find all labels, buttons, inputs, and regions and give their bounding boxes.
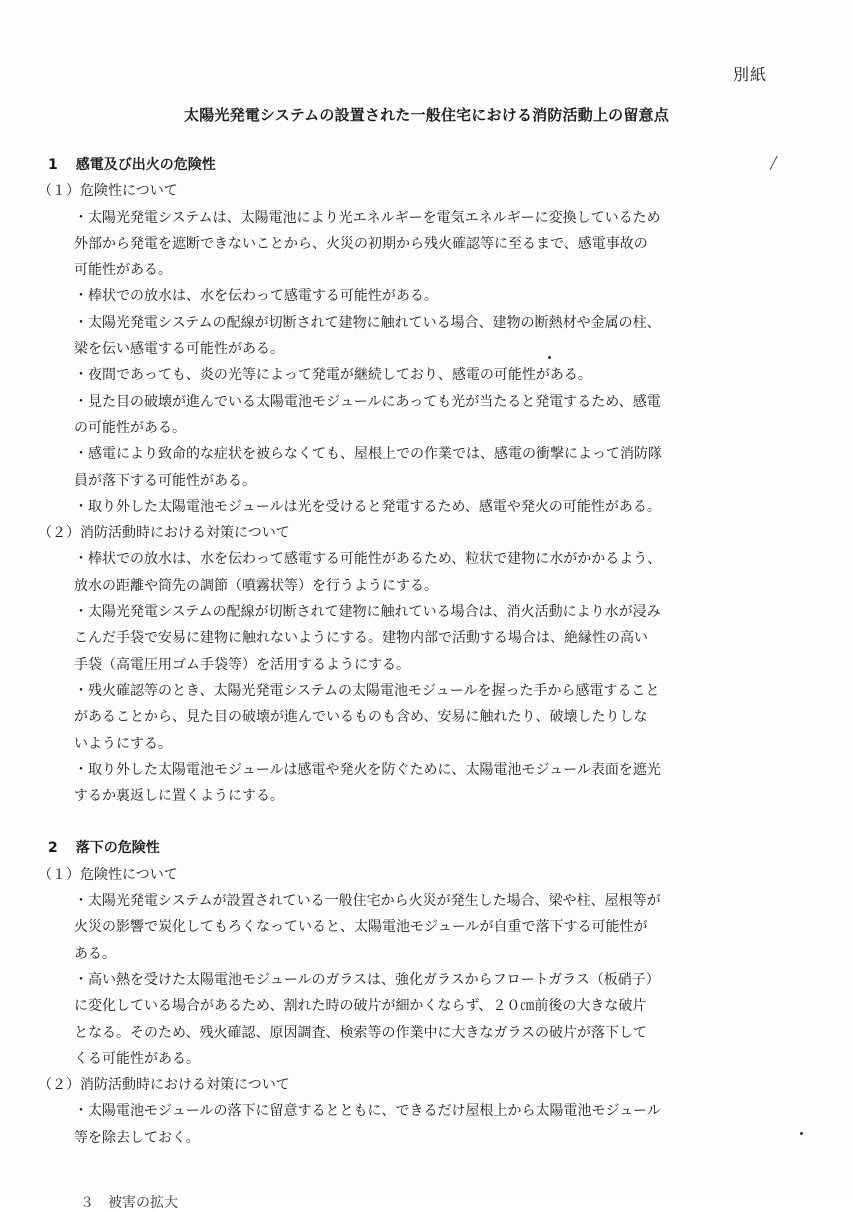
- subsection-heading: （１）危険性について: [38, 866, 178, 883]
- bullet-line: ・太陽光発電システムが設置されている一般住宅から火災が発生した場合、梁や柱、屋根等が: [74, 893, 661, 910]
- section-heading-text: 感電及び出火の危険性: [75, 157, 216, 173]
- bullet-item: [74, 1098, 778, 1151]
- bullet-line: 外部から発電を遮断できないことから、火災の初期から残火確認等に至るまで、感電事故の: [74, 235, 648, 252]
- bullet-item: [74, 967, 778, 1072]
- bullet-line: ・棒状での放水は、水を伝わって感電する可能性があるため、粒状で建物に水がかかるよう、: [74, 551, 662, 568]
- bullet-item: [74, 441, 778, 494]
- scan-speck: [800, 1132, 803, 1135]
- bullet-line: こんだ手袋で安易に建物に触れないようにする。建物内部で活動する場合は、絶縁性の高い: [74, 630, 648, 647]
- bullet-item: [74, 389, 778, 442]
- bullet-line: くる可能性がある。: [74, 1050, 200, 1067]
- section-heading: [48, 835, 778, 861]
- bullet-line: 火災の影響で炭化してもろくなっていると、太陽電池モジュールが自重で落下する可能性が: [74, 919, 648, 936]
- bullet-line: ・高い熱を受けた太陽電池モジュールのガラスは、強化ガラスからフロートガラス（板硝子）: [74, 971, 660, 988]
- bullet-line: ・取り外した太陽電池モジュールは光を受けると発電するため、感電や発火の可能性がある。: [74, 498, 661, 515]
- bullet-line: ・太陽光発電システムの配線が切断されて建物に触れている場合は、消火活動により水が浸み: [74, 604, 661, 621]
- bullet-line: 等を除去しておく。: [74, 1129, 200, 1146]
- bullet-line: ・夜間であっても、炎の光等によって発電が継続しており、感電の可能性がある。: [74, 367, 592, 384]
- bullet-line: ・残火確認等のとき、太陽光発電システムの太陽電池モジュールを握った手から感電すること: [74, 682, 660, 699]
- bullet-item: [74, 310, 778, 363]
- bullet-item: [74, 205, 778, 284]
- subsection-heading: （２）消防活動時における対策について: [38, 1077, 290, 1094]
- bullet-item: [74, 599, 778, 678]
- bullet-line: ・取り外した太陽電池モジュールは感電や発火を防ぐために、太陽電池モジュール表面を遮光: [74, 761, 661, 778]
- scan-speck: [548, 356, 551, 359]
- document-body: [38, 152, 778, 1151]
- bullet-item: [74, 546, 778, 599]
- bullet-item: [74, 678, 778, 757]
- bullet-line: するか裏返しに置くようにする。: [74, 788, 284, 805]
- cut-off-heading: ３ 被害の拡大: [80, 1195, 178, 1211]
- section-heading-text: 落下の危険性: [75, 840, 160, 857]
- bullet-item: [74, 283, 778, 309]
- section-heading: [48, 152, 778, 178]
- bullet-line: ・棒状での放水は、水を伝わって感電する可能性がある。: [74, 288, 438, 305]
- subsection-heading: （１）危険性について: [38, 183, 178, 200]
- bullet-line: ・見た目の破壊が進んでいる太陽電池モジュールにあっても光が当たると発電するため、感電: [74, 393, 661, 410]
- bullet-line: いようにする。: [74, 735, 172, 752]
- section-number: 1: [48, 157, 58, 173]
- bullet-item: [74, 494, 778, 520]
- section-number: 2: [48, 840, 58, 857]
- subsection-heading: （２）消防活動時における対策について: [38, 525, 290, 542]
- bullet-line: 放水の距離や筒先の調節（噴霧状等）を行うようにする。: [74, 577, 438, 594]
- bullet-line: の可能性がある。: [74, 419, 186, 436]
- bullet-line: 手袋（高電圧用ゴム手袋等）を活用するようにする。: [74, 656, 410, 673]
- bullet-line: ・太陽光発電システムの配線が切断されて建物に触れている場合、建物の断熱材や金属の柱、: [74, 314, 661, 331]
- bullet-item: [74, 888, 778, 967]
- bullet-line: があることから、見た目の破壊が進んでいるものも含め、安易に触れたり、破壊したりしな: [74, 709, 648, 726]
- bullet-line: 可能性がある。: [74, 262, 172, 279]
- document-title: 太陽光発電システムの設置された一般住宅における消防活動上の留意点: [184, 106, 669, 124]
- bullet-line: ・太陽光発電システムは、太陽電池により光エネルギーを電気エネルギーに変換しているため: [74, 209, 661, 226]
- bullet-line: となる。そのため、残火確認、原因調査、検索等の作業中に大きなガラスの破片が落下して: [74, 1024, 648, 1041]
- annex-label: 別紙: [732, 65, 767, 84]
- bullet-line: ・感電により致命的な症状を被らなくても、屋根上での作業では、感電の衝撃によって消防隊: [74, 446, 662, 463]
- bullet-line: ある。: [74, 945, 116, 962]
- bullet-line: に変化している場合があるため、割れた時の破片が細かくならず、２０㎝前後の大きな破片: [74, 998, 647, 1015]
- bullet-item: [74, 757, 778, 810]
- bullet-item: [74, 362, 778, 388]
- scan-mark: ╱: [770, 156, 778, 170]
- bullet-line: 員が落下する可能性がある。: [74, 472, 256, 489]
- bullet-line: 梁を伝い感電する可能性がある。: [74, 341, 284, 358]
- bullet-line: ・太陽電池モジュールの落下に留意するとともに、できるだけ屋根上から太陽電池モジュール: [74, 1103, 661, 1120]
- section-gap: [38, 809, 778, 835]
